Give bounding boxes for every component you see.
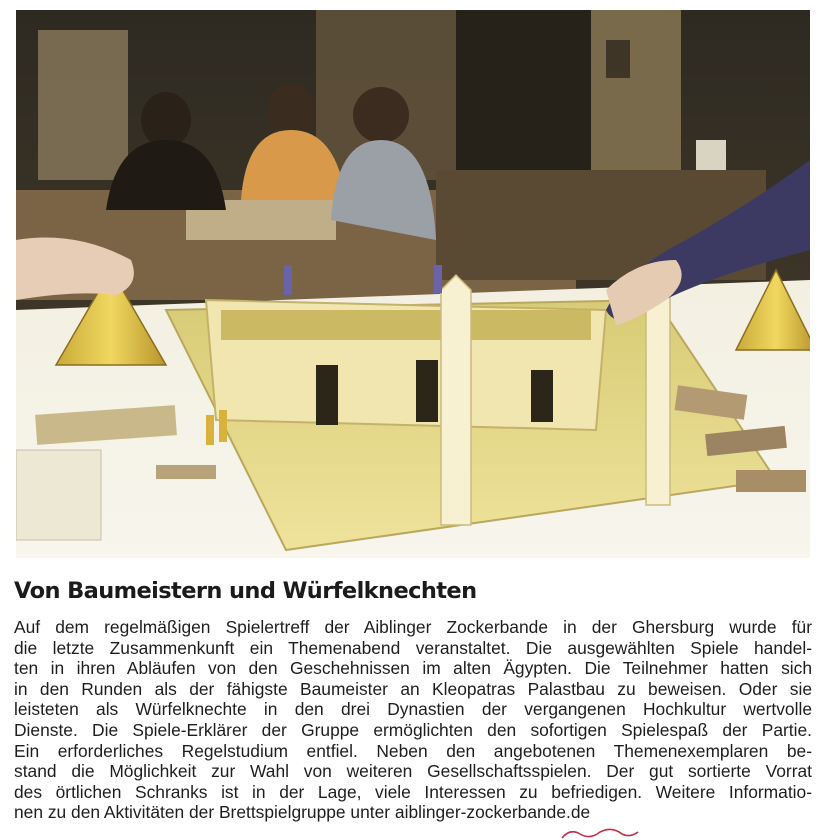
article-headline: Von Baumeistern und Würfelknechten (14, 578, 477, 604)
body-line: die letzte Zusammenkunft ein Themenabend veranstaltet. Die ausgewählten Spiele handel- (14, 637, 812, 658)
body-line: in den Runden als der fähigste Baumeister an Kleopatras Palastbau zu beweisen. Oder sie (14, 678, 812, 699)
handwritten-mark (560, 826, 640, 840)
board-game-photo (16, 10, 810, 558)
body-line: Ein erforderliches Regelstudium entfiel. Neben den angebotenen Themenexemplaren be- (14, 740, 812, 761)
body-line: Dienste. Die Spiele-Erklärer der Gruppe ermöglichten den sofortigen Spielespaß der Partie. (14, 719, 812, 740)
body-line: stand die Möglichkeit zur Wahl von weiteren Gesellschaftsspielen. Der gut sortierte Vorrat (14, 761, 812, 782)
body-line: ten in ihren Abläufen von den Geschehnissen im alten Ägypten. Die Teilnehmer hatten sich (14, 658, 812, 679)
article-body (14, 617, 812, 823)
body-line: leisteten als Würfelknechte in den drei Dynastien der vergangenen Hochkultur wertvolle (14, 699, 812, 720)
article-photo (16, 10, 810, 558)
body-line: des örtlichen Schranks ist in der Lage, viele Interessen zu befriedigen. Weitere Informatio- (14, 781, 812, 802)
body-line: nen zu den Aktivitäten der Brettspielgruppe unter aiblinger-zockerbande.de (14, 802, 591, 823)
body-line: Auf dem regelmäßigen Spielertreff der Aiblinger Zockerbande in der Ghersburg wurde für (14, 617, 812, 637)
